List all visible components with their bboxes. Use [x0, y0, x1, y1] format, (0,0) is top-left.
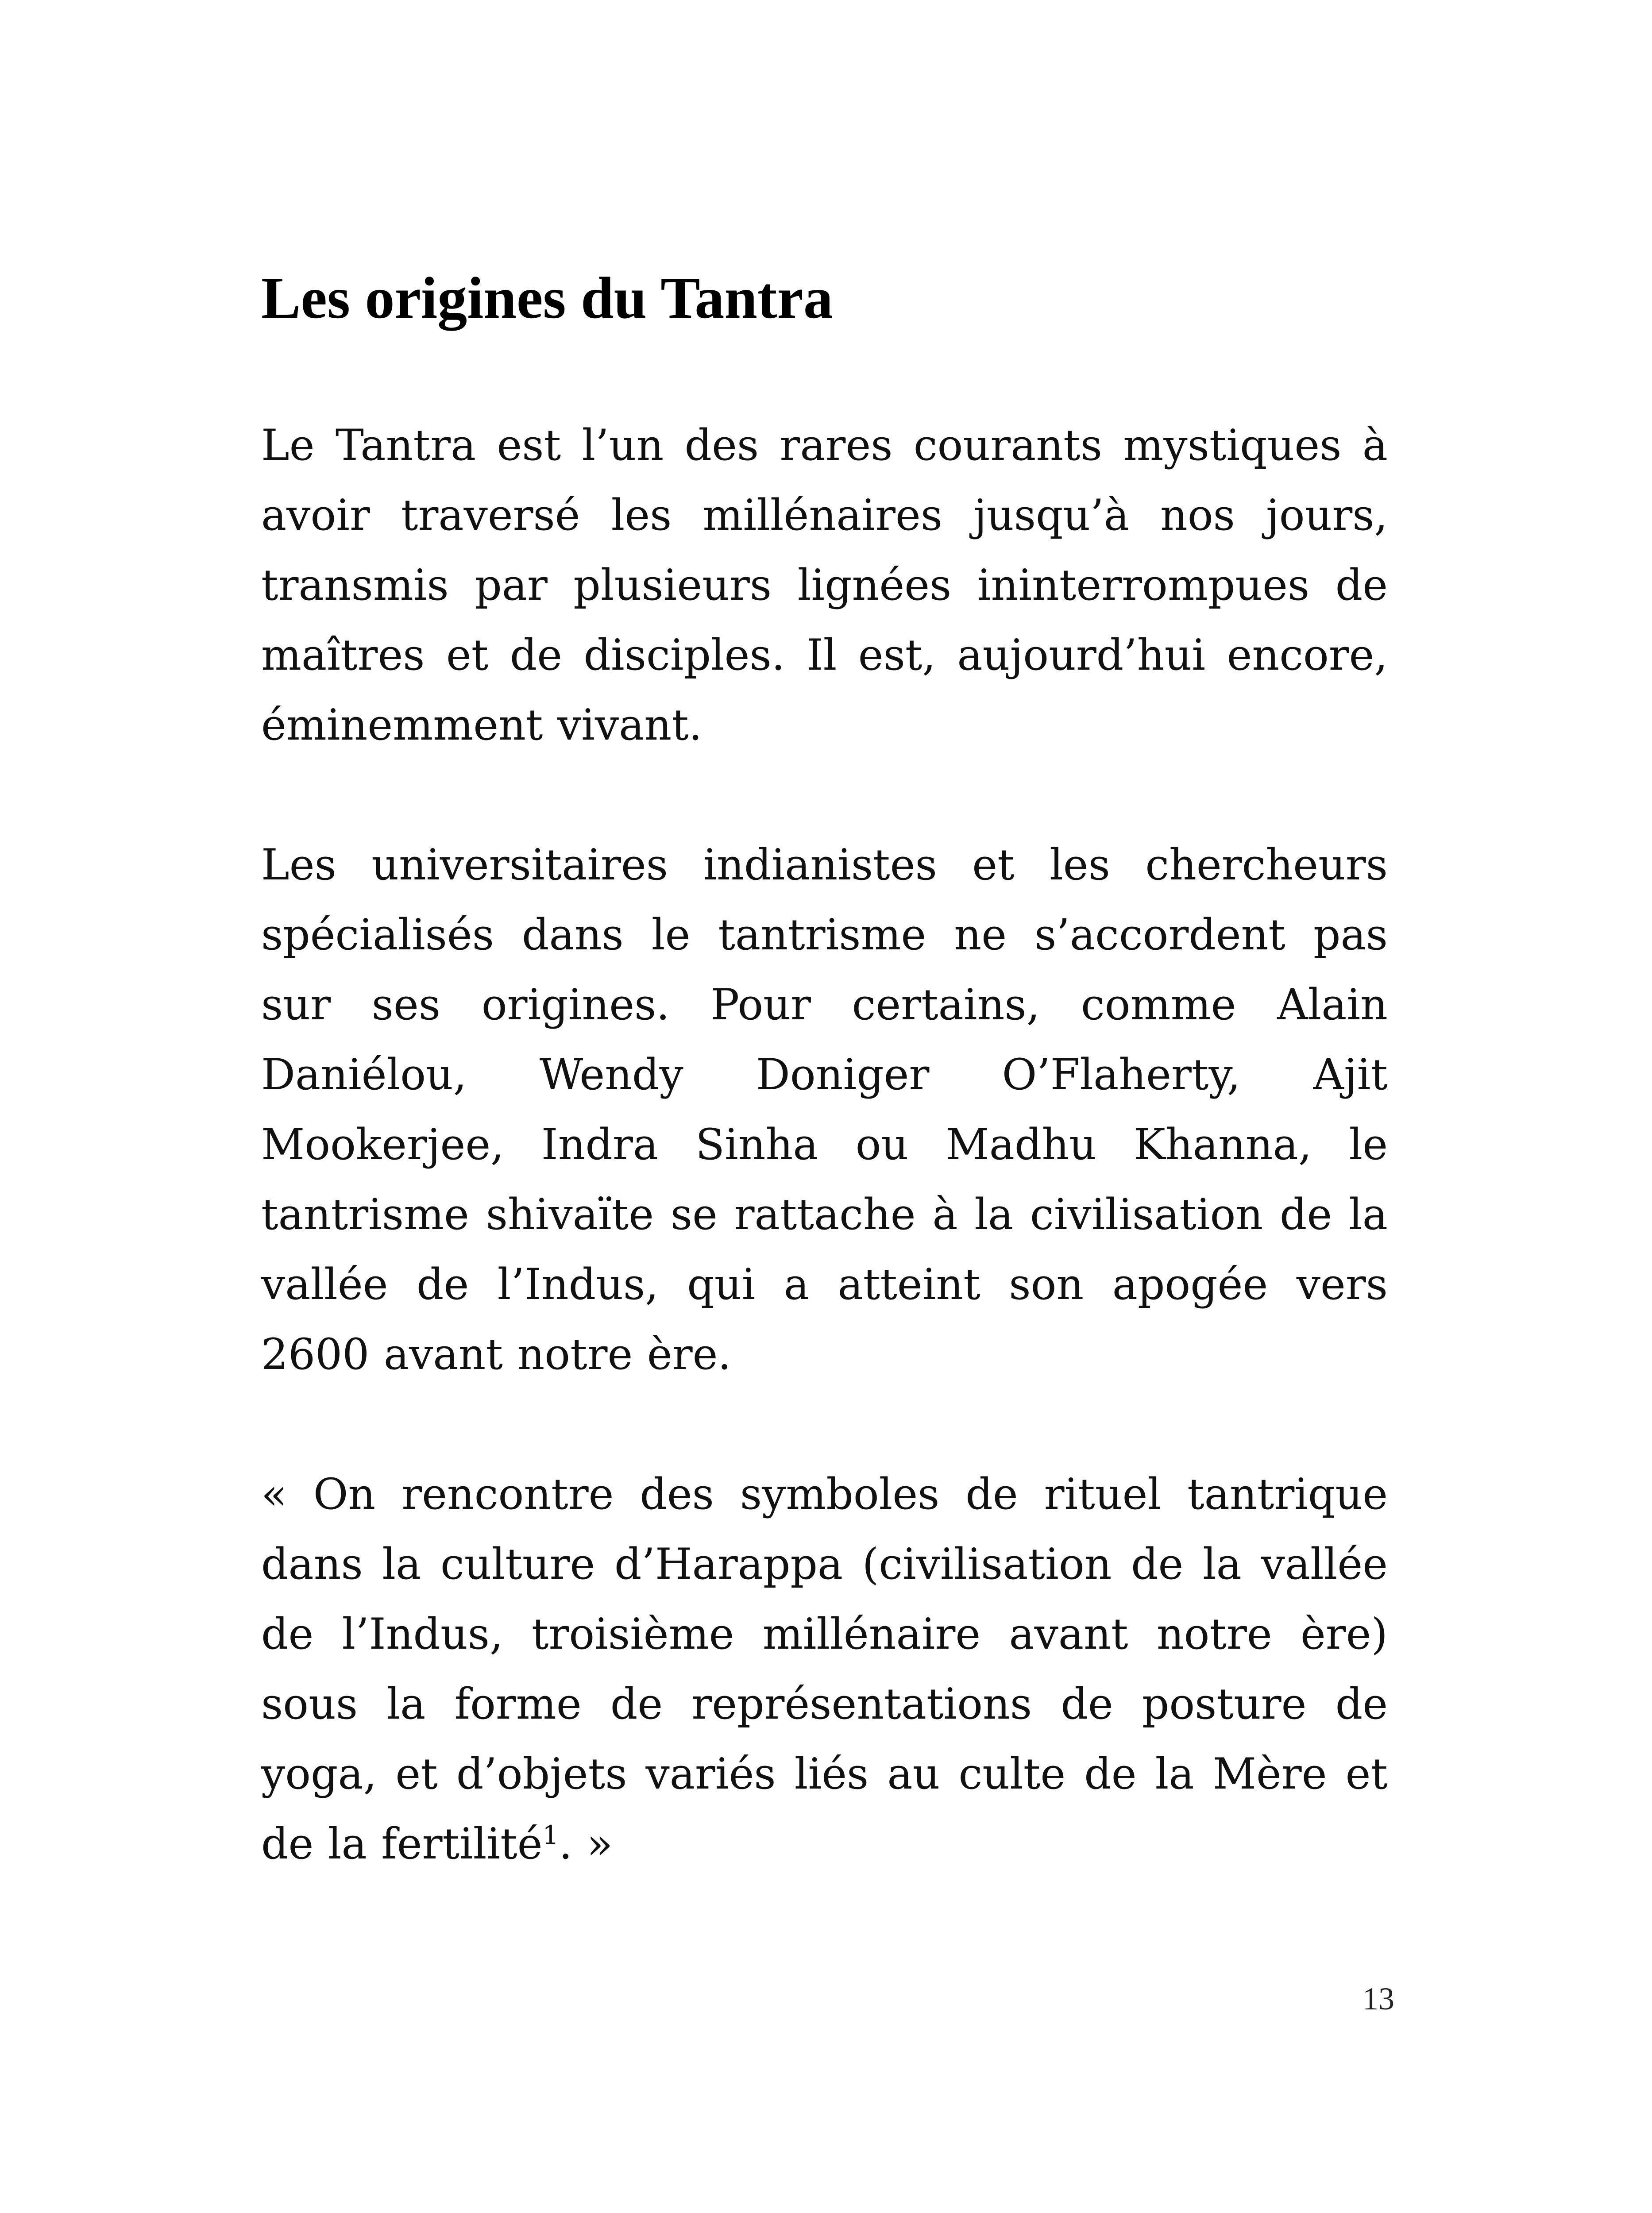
chapter-title: Les origines du Tantra [261, 265, 833, 331]
paragraph-intro: Le Tantra est l’un des rares courants mystiques à avoir traversé les millénaires jusqu’à nos jours, transmis par plusieurs lignées ininterrompues de maîtres et de disciples. Il est, aujourd’hui encore, éminemment vivant. [261, 420, 1388, 750]
quote-closing: . » [559, 1819, 613, 1869]
footnote-marker[interactable]: 1 [542, 1820, 559, 1851]
paragraph-origins: Les universitaires indianistes et les chercheurs spécialisés dans le tantrisme ne s’accordent pas sur ses origines. Pour certains, comme Alain Daniélou, Wendy Doniger O’Flaherty, Ajit Mookerjee, Indra Sinha ou Madhu Khanna, le tantrisme shivaïte se rattache à la civilisation de la vallée de l’Indus, qui a atteint son apogée vers 2600 avant notre ère. [261, 840, 1388, 1380]
page-number: 13 [1363, 1981, 1394, 2016]
page-content [261, 266, 1388, 1879]
paragraph-quote [261, 1459, 1388, 1879]
quote-text: « On rencontre des symboles de rituel tantrique dans la culture d’Harappa (civilisation de la vallée de l’Indus, troisième millénaire avant notre ère) sous la forme de représentations de posture de yoga, et d’objets variés liés au culte de la Mère et de la fertilité [261, 1469, 1388, 1869]
